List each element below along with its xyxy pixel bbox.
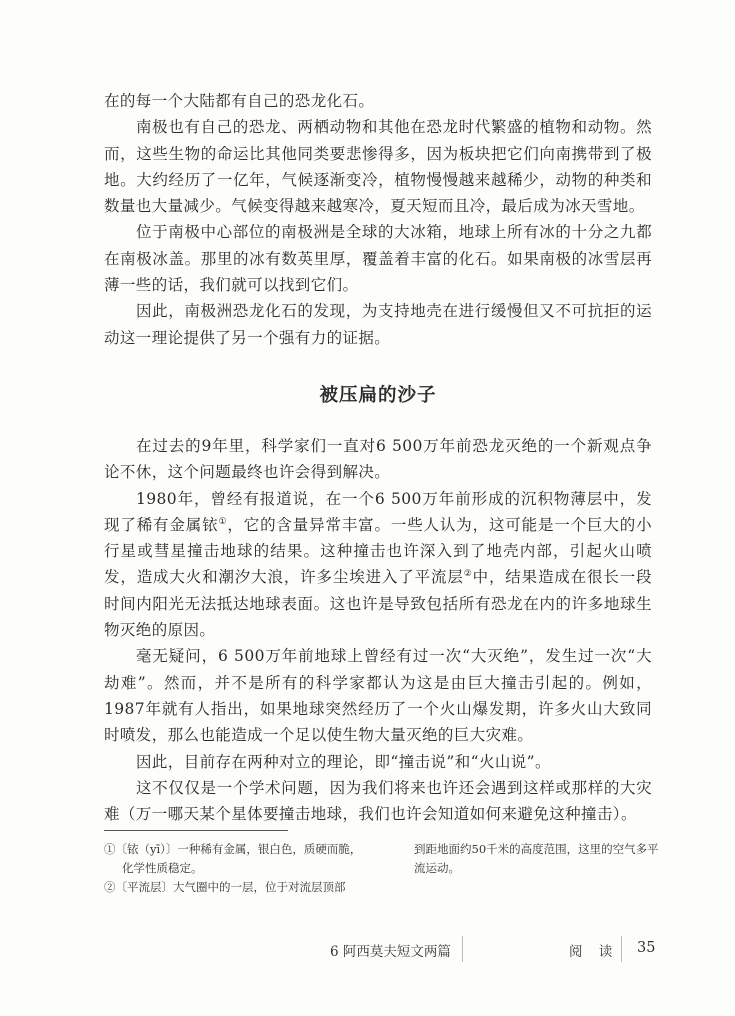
paragraph-theories: 因此，目前存在两种对立的理论，即“撞击说”和“火山说”。 xyxy=(136,752,551,771)
paragraph-iridium xyxy=(104,486,652,644)
footnotes-left-column xyxy=(104,840,372,897)
section-title: 被压扁的沙子 xyxy=(319,384,437,406)
footnote-divider xyxy=(104,830,288,831)
paragraph-iridium-part-a: 1980年，曾经有报道说，在一个6 500万年前形成的沉积物薄层中，发现了稀有金属铱 xyxy=(104,489,652,534)
footer-divider-1 xyxy=(462,936,463,962)
footer-divider-2 xyxy=(621,936,622,962)
paragraph-iridium-part-c: 中，结果造成在很长一段时间内阳光无法抵达地球表面。这也许是导致包括所有恐龙在内的许多地球生物灭绝的原因。 xyxy=(104,568,652,640)
paragraph-extinction: 毫无疑问，6 500万年前地球上曾经有过一次“大灭绝”，发生过一次“大劫难”。然而，并不是所有的科学家都认为这是由巨大撞击引起的。例如，1987年就有人指出，如果地球突然经历了一个火山爆发期，许多火山大致同时喷发，那么也能造成一个足以使生物大量灭绝的巨大灾难。 xyxy=(104,647,652,745)
paragraph-conclusion: 因此，南极洲恐龙化石的发现，为支持地壳在进行缓慢但又不可抗拒的运动这一理论提供了另一个强有力的证据。 xyxy=(104,302,652,347)
paragraph-antarctica-life: 南极也有自己的恐龙、两栖动物和其他在恐龙时代繁盛的植物和动物。然而，这些生物的命运比其他同类要悲惨得多，因为板块把它们向南携带到了极地。大约经历了一亿年，气候逐渐变冷，植物慢慢越来越稀少，动物的种类和数量也大量减少。气候变得越来越寒冷，夏天短而且冷，最后成为冰天雪地。 xyxy=(104,118,652,216)
paragraph-iridium-part-b: ，它的含量异常丰富。一些人认为，这可能是一个巨大的小行星或彗星撞击地球的结果。这种撞击也许深入到了地壳内部，引起火山喷发，造成大火和潮汐大浪，许多尘埃进入了平流层 xyxy=(104,515,652,587)
paragraph-antarctica-ice: 位于南极中心部位的南极洲是全球的大冰箱，地球上所有冰的十分之九都在南极冰盖。那里的冰有数英里厚，覆盖着丰富的化石。如果南极的冰雪层再薄一些的话，我们就可以找到它们。 xyxy=(104,223,652,295)
paragraph-debate: 在过去的9年里，科学家们一直对6 500万年前恐龙灭绝的一个新观点争论不休，这个问题最终也许会得到解决。 xyxy=(104,436,652,482)
footer-section: 阅 读 xyxy=(569,944,619,960)
paragraph-academic: 这不仅仅是一个学术问题，因为我们将来也许还会遇到这样或那样的大灾难（万一哪天某个星体要撞击地球，我们也许会知道如何来避免这种撞击）。 xyxy=(104,778,652,824)
footnote-2: ②〔平流层〕大气圈中的一层，位于对流层顶部 xyxy=(104,880,346,894)
page-number: 35 xyxy=(637,940,656,956)
footnote-1: ①〔铱（yī）〕一种稀有金属，银白色，质硬而脆，化学性质稳定。 xyxy=(104,842,362,875)
footer-chapter: 6 阿西莫夫短文两篇 xyxy=(330,944,451,960)
main-text xyxy=(104,88,652,827)
paragraph-continuation: 在的每一个大陆都有自己的恐龙化石。 xyxy=(104,92,375,110)
footnote-ref-1[interactable]: ① xyxy=(218,516,228,527)
footnotes-right-column xyxy=(414,840,666,878)
footnote-2-continued: 到距地面约50千米的高度范围，这里的空气多平流运动。 xyxy=(414,842,659,875)
footnote-ref-2[interactable]: ② xyxy=(463,569,473,580)
